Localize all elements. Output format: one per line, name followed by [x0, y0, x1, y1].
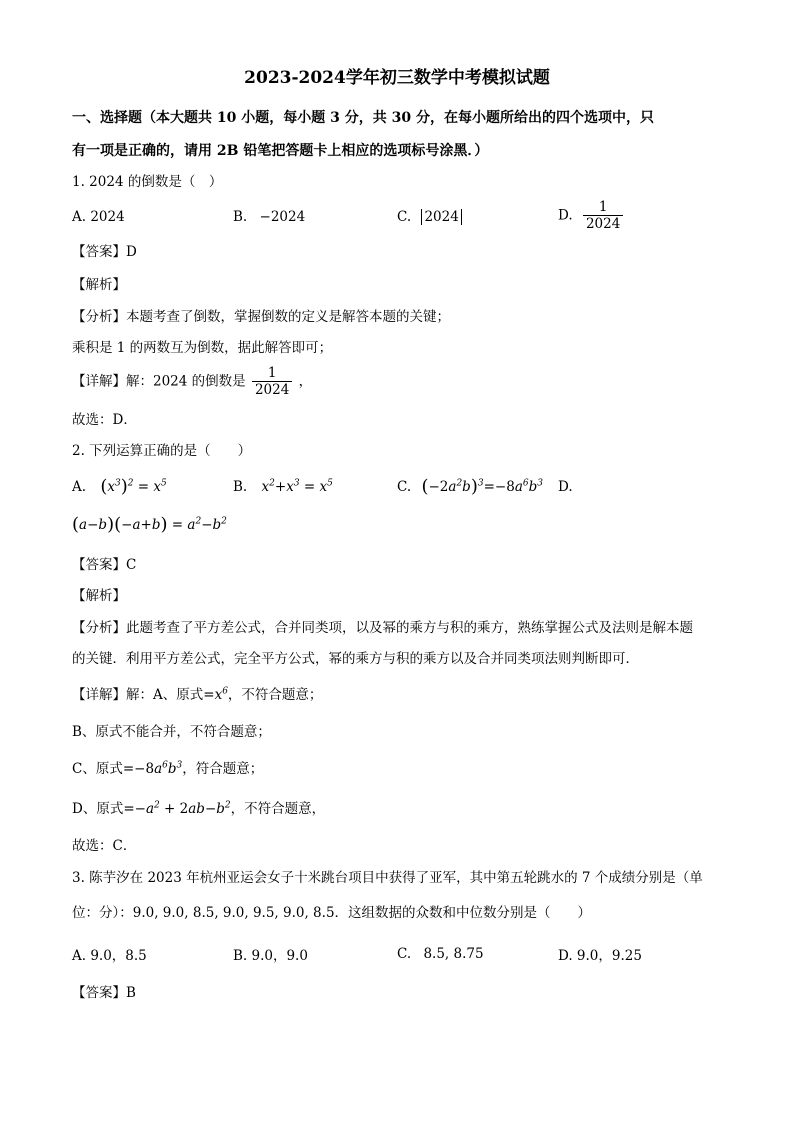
q2-option-b: [233, 477, 333, 497]
q2-detail-d-suffix: ，不符合题意，: [230, 801, 326, 817]
q2-option-a: [72, 477, 167, 497]
q2-option-c-expr: $(-2a^2b)^3=-8a^6b^3$: [421, 476, 543, 497]
q3-stem-suffix: ．这组数据的众数和中位数分别是（ ）: [334, 905, 592, 921]
q2-option-c-label: C.: [397, 479, 412, 495]
q3-option-c: [397, 944, 484, 964]
q1-option-c: [397, 207, 462, 227]
q3-stem-data: 9.0, 9.0, 8.5, 9.0, 9.5, 9.0, 8.5: [132, 905, 335, 921]
q2-detail-c: C、原式$=-8a^6b^3$，符合题意；: [72, 760, 264, 777]
q3-option-b: B. 9.0，9.0: [233, 948, 308, 964]
q2-detail-a: 【详解】解：A、原式$=x^6$，不符合题意；: [72, 686, 323, 703]
q2-jiexi: 【解析】: [72, 588, 126, 604]
q2-detail-a-prefix: 【详解】解：A、原式: [72, 687, 204, 703]
q2-detail-d: D、原式$=-a^2 + 2ab-b^2$，不符合题意，: [72, 800, 326, 817]
section-heading-line2: 有一项是正确的，请用 2B 铅笔把答题卡上相应的选项标号涂黑．）: [72, 143, 489, 159]
q1-analysis-line1: 【分析】本题考查了倒数，掌握倒数的定义是解答本题的关键；: [72, 309, 450, 325]
q1-answer: 【答案】D: [72, 244, 137, 260]
q1-option-d-label: D.: [558, 207, 573, 224]
q2-option-b-expr: $x^2+x^3 = x^5$: [261, 478, 333, 495]
q2-detail-d-prefix: D、原式: [72, 801, 124, 817]
q2-answer: 【答案】C: [72, 557, 137, 573]
q3-option-d: D. 9.0，9.25: [558, 948, 642, 964]
q3-stem-line1: 3. 陈芋汐在 2023 年杭州亚运会女子十米跳台项目中获得了亚军，其中第五轮跳水的 7 个成绩分别是（单: [72, 870, 703, 886]
q1-stem: 1. 2024 的倒数是（ ）: [72, 174, 223, 190]
q2-option-a-label: A.: [72, 479, 87, 495]
q3-option-a: A. 9.0，8.5: [72, 948, 147, 964]
q3-stem-prefix: 位：分）：: [72, 905, 133, 921]
q1-option-c-label: C.: [397, 209, 412, 225]
q1-option-c-value: 2024: [421, 209, 461, 225]
q1-option-d-denominator: 2024: [585, 216, 621, 232]
q1-detail-prefix: 【详解】解：2024 的倒数是: [72, 373, 246, 390]
q1-option-d-fraction: [583, 199, 623, 232]
q1-detail-numerator: 1: [252, 365, 292, 382]
q2-analysis-line2: 的关键．利用平方差公式，完全平方公式，幂的乘方与积的乘方以及合并同类项法则判断即可．: [72, 651, 639, 667]
q2-conclusion: 故选：C．: [72, 838, 137, 854]
q1-jiexi: 【解析】: [72, 277, 126, 293]
q1-detail-suffix: ，: [298, 373, 313, 390]
section-heading-line1: 一、选择题（本大题共 10 小题，每小题 3 分，共 30 分，在每小题所给出的四个选项中，只: [72, 110, 654, 126]
q1-detail-fraction: [252, 365, 292, 398]
q1-conclusion: 故选：D．: [72, 412, 137, 428]
q2-analysis-line1: 【分析】此题考查了平方差公式，合并同类项，以及幂的乘方与积的乘方，熟练掌握公式及法则是解本题: [72, 620, 693, 636]
q1-detail-denominator: 2024: [254, 382, 290, 398]
q1-option-b-value: −2024: [259, 209, 306, 225]
q1-option-d: [558, 199, 625, 232]
q1-analysis-line2: 乘积是 1 的两数互为倒数，据此解答即可；: [72, 340, 333, 356]
q2-detail-c-suffix: ，符合题意；: [182, 761, 264, 777]
q3-option-c-value: 8.5, 8.75: [423, 946, 484, 962]
q2-detail-a-suffix: ，不符合题意；: [227, 687, 323, 703]
q2-detail-b: B、原式不能合并，不符合题意；: [72, 724, 271, 740]
q2-option-d-label: D.: [558, 479, 573, 495]
q1-option-a: A. 2024: [72, 209, 125, 225]
q2-option-d-expr: $(a-b)(-a+b) = a^2-b^2$: [72, 514, 227, 535]
page-title: 2023-2024学年初三数学中考模拟试题: [244, 68, 550, 88]
q2-option-c: [397, 477, 543, 497]
q1-detail: [72, 365, 312, 398]
q2-stem: 2. 下列运算正确的是（ ）: [72, 443, 252, 459]
q2-option-a-expr: $(x^3)^2 = x^5$: [100, 476, 167, 497]
q3-answer: 【答案】B: [72, 985, 136, 1001]
q2-detail-c-prefix: C、原式: [72, 761, 123, 777]
q1-option-b-label: B.: [233, 209, 248, 225]
q1-option-b: [233, 207, 305, 227]
q2-option-b-label: B.: [233, 479, 248, 495]
q3-option-c-label: C.: [397, 946, 412, 962]
q1-option-d-numerator: 1: [583, 199, 623, 216]
q3-stem-line2: [72, 903, 591, 923]
